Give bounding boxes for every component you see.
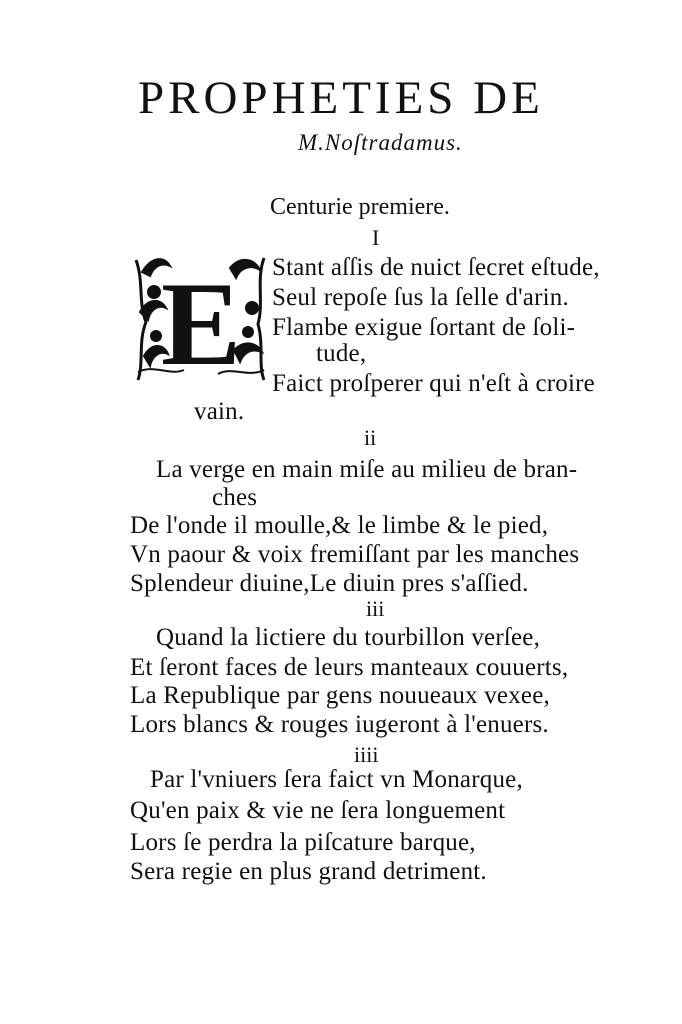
verse-line: ches <box>212 484 258 511</box>
quatrain-number: iiii <box>354 742 379 767</box>
verse-line: Flambe exigue ſortant de ſoli- <box>272 314 576 341</box>
verse-line: tude, <box>316 340 367 367</box>
quatrain-number: I <box>372 225 380 250</box>
verse-line: La verge en main miſe au milieu de bran- <box>156 456 578 483</box>
verse-line: Stant aſſis de nuict ſecret eſtude, <box>272 254 600 281</box>
verse-line: Et ſeront faces de leurs manteaux couuerts, <box>130 654 569 681</box>
verse-line: Sera regie en plus grand detriment. <box>130 858 487 885</box>
verse-line: Lors blancs & rouges iugeront à l'enuers. <box>130 711 549 738</box>
ornamental-initial-graphic <box>134 252 268 384</box>
verse-line: Vn paour & voix fremiſſant par les manches <box>130 541 580 568</box>
initial-letter: E <box>160 257 242 384</box>
verse-line: Faict proſperer qui n'eſt à croire <box>272 370 595 397</box>
verse-line: La Republique par gens nouueaux vexee, <box>130 682 550 709</box>
page-title: PROPHETIES DE <box>138 72 544 124</box>
verse-line: Lors ſe perdra la piſcature barque, <box>130 829 476 856</box>
verse-line: Qu'en paix & vie ne ſera longuement <box>130 797 506 824</box>
verse-line: Splendeur diuine,Le diuin pres s'aſſied. <box>130 570 529 597</box>
page-subtitle: M.Noſtradamus. <box>298 130 463 155</box>
century-heading: Centurie premiere. <box>270 194 450 220</box>
verse-line: vain. <box>194 398 245 425</box>
ornamental-initial <box>134 252 268 384</box>
verse-line: Quand la lictiere du tourbillon verſee, <box>156 624 541 651</box>
quatrain-number: ii <box>364 425 377 450</box>
quatrain-number: iii <box>366 596 385 621</box>
verse-line: De l'onde il moulle,& le limbe & le pied, <box>130 512 549 539</box>
verse-line: Par l'vniuers ſera faict vn Monarque, <box>150 766 523 793</box>
verse-line: Seul repoſe ſus la ſelle d'arin. <box>272 284 569 311</box>
